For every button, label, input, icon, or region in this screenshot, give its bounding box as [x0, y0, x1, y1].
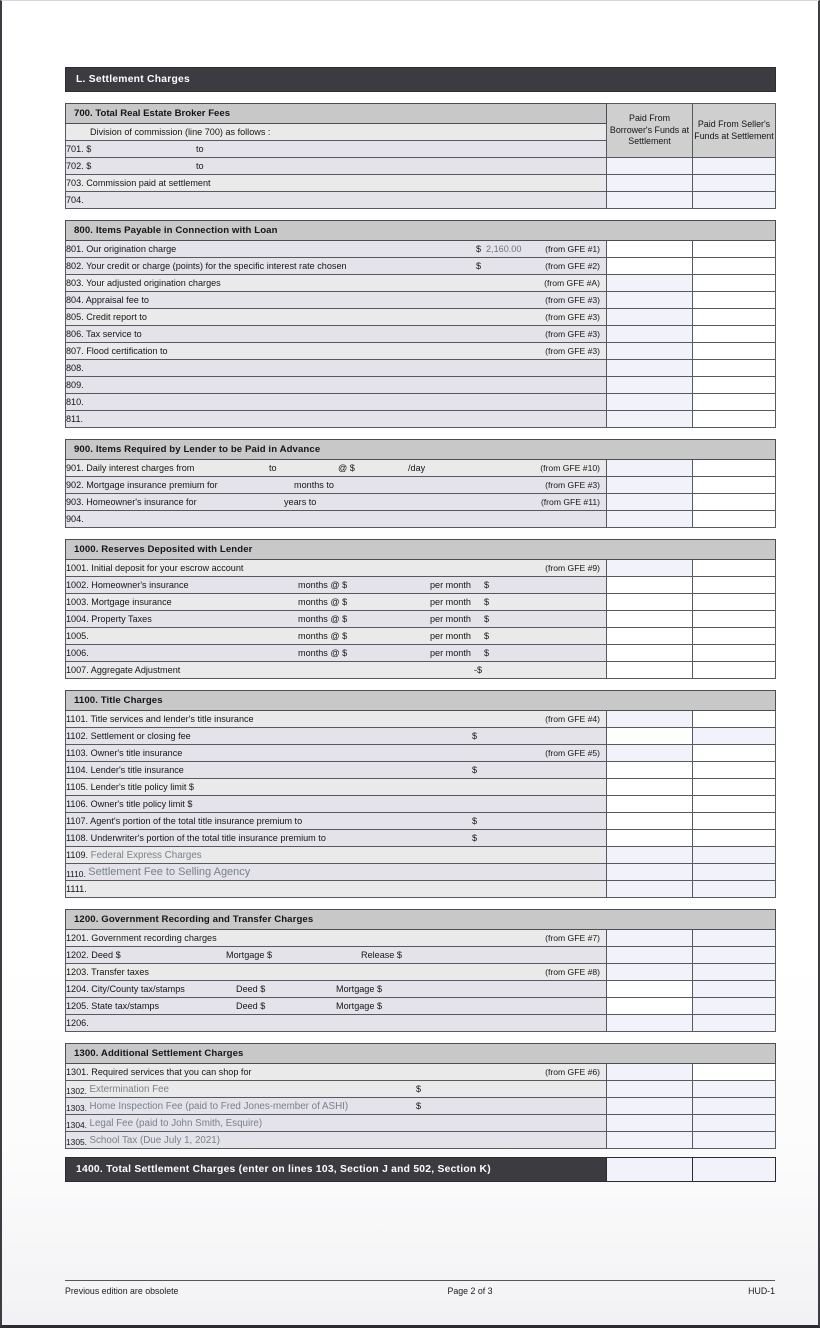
- line-902-gfe-ref: (from GFE #3): [545, 480, 600, 490]
- table-row[interactable]: [66, 881, 776, 898]
- line-803-gfe-ref: (from GFE #A): [544, 278, 600, 288]
- line-1400-title: 1400. Total Settlement Charges (enter on lines 103, Section J and 502, Section K): [66, 1158, 607, 1182]
- line-802-dollar-sign: $: [476, 261, 482, 271]
- section-1300-header-row: [66, 1044, 776, 1064]
- line-1400-borrower-amount[interactable]: [607, 1158, 693, 1182]
- line-1107-seller-amount[interactable]: [693, 813, 776, 830]
- line-807-gfe-ref: (from GFE #3): [545, 346, 600, 356]
- table-row[interactable]: [66, 460, 776, 477]
- line-1006-label[interactable]: 1006. months @ $ per month $: [66, 645, 607, 662]
- table-row[interactable]: [66, 711, 776, 728]
- line-810-label[interactable]: 810.: [66, 394, 607, 411]
- line-801-label[interactable]: 801. Our origination charge $ 2,160.00 (from GFE #1): [66, 241, 607, 258]
- line-1206-seller-amount[interactable]: [693, 1015, 776, 1032]
- table-row[interactable]: [66, 762, 776, 779]
- line-1304-label[interactable]: 1304. Legal Fee (paid to John Smith, Esquire): [66, 1115, 607, 1132]
- line-1206-borrower-amount[interactable]: [607, 1015, 693, 1032]
- line-702-seller-amount[interactable]: [693, 158, 776, 175]
- table-row[interactable]: [66, 947, 776, 964]
- table-row[interactable]: [66, 494, 776, 511]
- line-1102-label[interactable]: 1102. Settlement or closing fee $: [66, 728, 607, 745]
- line-1302-borrower-amount[interactable]: [607, 1081, 693, 1098]
- table-row[interactable]: [66, 779, 776, 796]
- line-1301-label[interactable]: 1301. Required services that you can shop for (from GFE #6): [66, 1064, 607, 1081]
- line-903-gfe-ref: (from GFE #11): [540, 497, 600, 507]
- section-1100-title: 1100. Title Charges: [66, 691, 776, 711]
- line-1203-seller-amount[interactable]: [693, 964, 776, 981]
- line-703-borrower-amount[interactable]: [607, 175, 693, 192]
- line-1301-seller-amount[interactable]: [693, 1064, 776, 1081]
- table-row[interactable]: [66, 175, 776, 192]
- line-801-gfe-ref: (from GFE #1): [545, 244, 600, 254]
- line-803-seller-amount[interactable]: [693, 275, 776, 292]
- line-1201-seller-amount[interactable]: [693, 930, 776, 947]
- line-801-dollar-sign: $: [476, 244, 482, 254]
- table-row[interactable]: [66, 1081, 776, 1098]
- line-1109-seller-amount[interactable]: [693, 847, 776, 864]
- division-of-commission-note: Division of commission (line 700) as follows :: [66, 124, 607, 141]
- table-row[interactable]: [66, 645, 776, 662]
- line-1302-seller-amount[interactable]: [693, 1081, 776, 1098]
- line-810-borrower-amount[interactable]: [607, 394, 693, 411]
- table-row[interactable]: [66, 394, 776, 411]
- line-1003-label[interactable]: 1003. Mortgage insurance months @ $ per month $: [66, 594, 607, 611]
- line-1108-seller-amount[interactable]: [693, 830, 776, 847]
- settlement-charges-sheet: [65, 67, 775, 1193]
- line-1110-seller-amount[interactable]: [693, 864, 776, 881]
- table-row[interactable]: [66, 796, 776, 813]
- table-row[interactable]: [66, 343, 776, 360]
- section-1300-table: [65, 1043, 776, 1149]
- line-1305-seller-amount[interactable]: [693, 1132, 776, 1149]
- footer-edition-note: Previous edition are obsolete: [65, 1286, 179, 1296]
- line-1201-label[interactable]: 1201. Government recording charges (from GFE #7): [66, 930, 607, 947]
- line-1304-description-value[interactable]: Legal Fee (paid to John Smith, Esquire): [89, 1117, 263, 1129]
- line-802-seller-amount[interactable]: [693, 258, 776, 275]
- line-1202-label[interactable]: 1202. Deed $ Mortgage $ Release $: [66, 947, 607, 964]
- line-1104-borrower-amount[interactable]: [607, 762, 693, 779]
- table-row[interactable]: [66, 998, 776, 1015]
- line-807-seller-amount[interactable]: [693, 343, 776, 360]
- line-1001-gfe-ref: (from GFE #9): [545, 563, 600, 573]
- line-1109-borrower-amount[interactable]: [607, 847, 693, 864]
- line-1105-label[interactable]: 1105. Lender's title policy limit $: [66, 779, 607, 796]
- line-901-label[interactable]: 901. Daily interest charges from to @ $ /day (from GFE #10): [66, 460, 607, 477]
- line-1003-seller-amount[interactable]: [693, 594, 776, 611]
- line-1005-seller-amount[interactable]: [693, 628, 776, 645]
- line-1201-borrower-amount[interactable]: [607, 930, 693, 947]
- line-902-label[interactable]: 902. Mortgage insurance premium for months to (from GFE #3): [66, 477, 607, 494]
- line-1109-description-value[interactable]: Federal Express Charges: [90, 849, 202, 861]
- line-1301-borrower-amount[interactable]: [607, 1064, 693, 1081]
- section-1000-title: 1000. Reserves Deposited with Lender: [66, 540, 776, 560]
- line-1106-seller-amount[interactable]: [693, 796, 776, 813]
- line-809-seller-amount[interactable]: [693, 377, 776, 394]
- table-row[interactable]: [66, 292, 776, 309]
- line-804-gfe-ref: (from GFE #3): [545, 295, 600, 305]
- line-1305-description-value[interactable]: School Tax (Due July 1, 2021): [89, 1134, 221, 1146]
- line-904-borrower-amount[interactable]: [607, 511, 693, 528]
- line-1001-seller-amount[interactable]: [693, 560, 776, 577]
- table-row[interactable]: [66, 477, 776, 494]
- table-row[interactable]: [66, 360, 776, 377]
- section-1100-header-row: [66, 691, 776, 711]
- line-1106-borrower-amount[interactable]: [607, 796, 693, 813]
- line-1304-borrower-amount[interactable]: [607, 1115, 693, 1132]
- line-1101-borrower-amount[interactable]: [607, 711, 693, 728]
- line-1303-seller-amount[interactable]: [693, 1098, 776, 1115]
- line-1103-seller-amount[interactable]: [693, 745, 776, 762]
- line-1105-borrower-amount[interactable]: [607, 779, 693, 796]
- column-header-borrower: Paid From Borrower's Funds at Settlement: [607, 104, 693, 158]
- table-row[interactable]: [66, 930, 776, 947]
- line-801-value[interactable]: 2,160.00: [486, 244, 522, 254]
- line-1303-description-value[interactable]: Home Inspection Fee (paid to Fred Jones-member of ASHI): [89, 1100, 349, 1112]
- settlement-charges-banner-table: [65, 67, 776, 92]
- section-1000-table: [65, 539, 776, 679]
- line-703-label[interactable]: 703. Commission paid at settlement: [66, 175, 607, 192]
- table-row[interactable]: [66, 813, 776, 830]
- section-900-table: [65, 439, 776, 528]
- footer-form-id: HUD-1: [748, 1286, 775, 1296]
- line-804-seller-amount[interactable]: [693, 292, 776, 309]
- table-row[interactable]: [66, 377, 776, 394]
- table-row[interactable]: [66, 241, 776, 258]
- line-803-label[interactable]: 803. Your adjusted origination charges (from GFE #A): [66, 275, 607, 292]
- line-1103-borrower-amount[interactable]: [607, 745, 693, 762]
- section-700-title: 700. Total Real Estate Broker Fees: [66, 104, 607, 124]
- line-1103-gfe-ref: (from GFE #5): [545, 748, 600, 758]
- line-1004-borrower-amount[interactable]: [607, 611, 693, 628]
- section-800-title: 800. Items Payable in Connection with Loan: [66, 221, 776, 241]
- section-1200-header-row: [66, 910, 776, 930]
- table-row[interactable]: [66, 326, 776, 343]
- line-1303-label[interactable]: 1303. Home Inspection Fee (paid to Fred Jones-member of ASHI) $: [66, 1098, 607, 1115]
- section-700-table: [65, 103, 776, 209]
- line-801-borrower-amount[interactable]: [607, 241, 693, 258]
- table-row[interactable]: [66, 847, 776, 864]
- table-row[interactable]: [66, 628, 776, 645]
- line-903-seller-amount[interactable]: [693, 494, 776, 511]
- line-805-borrower-amount[interactable]: [607, 309, 693, 326]
- line-810-seller-amount[interactable]: [693, 394, 776, 411]
- line-1001-label[interactable]: 1001. Initial deposit for your escrow account (from GFE #9): [66, 560, 607, 577]
- table-row[interactable]: [66, 411, 776, 428]
- line-903-borrower-amount[interactable]: [607, 494, 693, 511]
- line-1007-seller-amount[interactable]: [693, 662, 776, 679]
- section-L-banner: [66, 68, 776, 92]
- line-901-seller-amount[interactable]: [693, 460, 776, 477]
- table-row[interactable]: [66, 611, 776, 628]
- line-1002-borrower-amount[interactable]: [607, 577, 693, 594]
- line-1107-borrower-amount[interactable]: [607, 813, 693, 830]
- line-1203-label[interactable]: 1203. Transfer taxes (from GFE #8): [66, 964, 607, 981]
- line-1107-label[interactable]: 1107. Agent's portion of the total title insurance premium to $: [66, 813, 607, 830]
- line-1007-label[interactable]: 1007. Aggregate Adjustment -$: [66, 662, 607, 679]
- section-1400-table: [65, 1157, 776, 1182]
- line-1005-label[interactable]: 1005. months @ $ per month $: [66, 628, 607, 645]
- line-1003-borrower-amount[interactable]: [607, 594, 693, 611]
- section-1200-title: 1200. Government Recording and Transfer Charges: [66, 910, 776, 930]
- line-1108-label[interactable]: 1108. Underwriter's portion of the total title insurance premium to $: [66, 830, 607, 847]
- line-1102-seller-amount[interactable]: [693, 728, 776, 745]
- line-1304-seller-amount[interactable]: [693, 1115, 776, 1132]
- table-row[interactable]: [66, 309, 776, 326]
- line-1303-borrower-amount[interactable]: [607, 1098, 693, 1115]
- line-804-borrower-amount[interactable]: [607, 292, 693, 309]
- line-1105-seller-amount[interactable]: [693, 779, 776, 796]
- table-row[interactable]: [66, 511, 776, 528]
- line-811-borrower-amount[interactable]: [607, 411, 693, 428]
- line-901-gfe-ref: (from GFE #10): [540, 463, 600, 473]
- line-1111-seller-amount[interactable]: [693, 881, 776, 898]
- line-1205-borrower-amount[interactable]: [607, 998, 693, 1015]
- line-1202-seller-amount[interactable]: [693, 947, 776, 964]
- line-802-borrower-amount[interactable]: [607, 258, 693, 275]
- table-row[interactable]: [66, 577, 776, 594]
- line-1204-label[interactable]: 1204. City/County tax/stamps Deed $ Mortgage $: [66, 981, 607, 998]
- table-row[interactable]: [66, 1115, 776, 1132]
- line-1202-borrower-amount[interactable]: [607, 947, 693, 964]
- line-1205-seller-amount[interactable]: [693, 998, 776, 1015]
- line-1006-seller-amount[interactable]: [693, 645, 776, 662]
- line-1101-seller-amount[interactable]: [693, 711, 776, 728]
- line-1205-label[interactable]: 1205. State tax/stamps Deed $ Mortgage $: [66, 998, 607, 1015]
- section-800-header-row: [66, 221, 776, 241]
- line-1203-borrower-amount[interactable]: [607, 964, 693, 981]
- table-row[interactable]: [66, 981, 776, 998]
- line-807-label[interactable]: 807. Flood certification to (from GFE #3): [66, 343, 607, 360]
- table-row[interactable]: [66, 830, 776, 847]
- line-704-seller-amount[interactable]: [693, 192, 776, 209]
- line-702-label[interactable]: 702. $ to: [66, 158, 607, 175]
- line-803-borrower-amount[interactable]: [607, 275, 693, 292]
- table-row[interactable]: [66, 1015, 776, 1032]
- line-806-gfe-ref: (from GFE #3): [545, 329, 600, 339]
- line-702-borrower-amount[interactable]: [607, 158, 693, 175]
- line-1101-gfe-ref: (from GFE #4): [545, 714, 600, 724]
- footer-page-number: Page 2 of 3: [447, 1286, 493, 1296]
- section-1300-title: 1300. Additional Settlement Charges: [66, 1044, 776, 1064]
- line-701-label[interactable]: 701. $ to: [66, 141, 607, 158]
- table-row[interactable]: [66, 1132, 776, 1149]
- line-1106-label[interactable]: 1106. Owner's title policy limit $: [66, 796, 607, 813]
- line-902-borrower-amount[interactable]: [607, 477, 693, 494]
- line-1004-seller-amount[interactable]: [693, 611, 776, 628]
- line-806-label[interactable]: 806. Tax service to (from GFE #3): [66, 326, 607, 343]
- line-1007-borrower-amount[interactable]: [607, 662, 693, 679]
- line-1400-total-row: [66, 1158, 776, 1182]
- line-805-label[interactable]: 805. Credit report to (from GFE #3): [66, 309, 607, 326]
- line-806-seller-amount[interactable]: [693, 326, 776, 343]
- line-901-borrower-amount[interactable]: [607, 460, 693, 477]
- table-row[interactable]: [66, 1098, 776, 1115]
- table-row[interactable]: [66, 745, 776, 762]
- column-header-seller: Paid From Seller's Funds at Settlement: [693, 104, 776, 158]
- table-row[interactable]: [66, 158, 776, 175]
- line-807-borrower-amount[interactable]: [607, 343, 693, 360]
- line-806-borrower-amount[interactable]: [607, 326, 693, 343]
- line-1005-borrower-amount[interactable]: [607, 628, 693, 645]
- section-900-header-row: [66, 440, 776, 460]
- line-902-seller-amount[interactable]: [693, 477, 776, 494]
- table-row[interactable]: [66, 1064, 776, 1081]
- line-1305-label[interactable]: 1305. School Tax (Due July 1, 2021): [66, 1132, 607, 1149]
- line-808-seller-amount[interactable]: [693, 360, 776, 377]
- line-704-label[interactable]: 704.: [66, 192, 607, 209]
- table-row[interactable]: [66, 864, 776, 881]
- line-1102-borrower-amount[interactable]: [607, 728, 693, 745]
- line-1204-borrower-amount[interactable]: [607, 981, 693, 998]
- table-row[interactable]: [66, 560, 776, 577]
- section-L-title: L. Settlement Charges: [66, 68, 776, 92]
- section-1200-table: [65, 909, 776, 1032]
- line-1201-gfe-ref: (from GFE #7): [545, 933, 600, 943]
- line-1110-label[interactable]: 1110. Settlement Fee to Selling Agency: [66, 864, 607, 881]
- table-row[interactable]: [66, 728, 776, 745]
- line-1001-borrower-amount[interactable]: [607, 560, 693, 577]
- line-1305-borrower-amount[interactable]: [607, 1132, 693, 1149]
- line-704-borrower-amount[interactable]: [607, 192, 693, 209]
- line-809-borrower-amount[interactable]: [607, 377, 693, 394]
- line-808-borrower-amount[interactable]: [607, 360, 693, 377]
- line-801-seller-amount[interactable]: [693, 241, 776, 258]
- line-903-label[interactable]: 903. Homeowner's insurance for years to (from GFE #11): [66, 494, 607, 511]
- line-703-seller-amount[interactable]: [693, 175, 776, 192]
- line-1203-gfe-ref: (from GFE #8): [545, 967, 600, 977]
- line-802-gfe-ref: (from GFE #2): [545, 261, 600, 271]
- line-1002-seller-amount[interactable]: [693, 577, 776, 594]
- line-904-label[interactable]: 904.: [66, 511, 607, 528]
- line-1104-seller-amount[interactable]: [693, 762, 776, 779]
- line-1004-label[interactable]: 1004. Property Taxes months @ $ per month $: [66, 611, 607, 628]
- table-row[interactable]: [66, 258, 776, 275]
- line-1104-label[interactable]: 1104. Lender's title insurance $: [66, 762, 607, 779]
- line-1103-label[interactable]: 1103. Owner's title insurance (from GFE #5): [66, 745, 607, 762]
- table-row[interactable]: [66, 192, 776, 209]
- line-1206-label[interactable]: 1206.: [66, 1015, 607, 1032]
- table-row[interactable]: [66, 275, 776, 292]
- line-1111-label[interactable]: 1111.: [66, 881, 607, 898]
- line-809-label[interactable]: 809.: [66, 377, 607, 394]
- line-1006-borrower-amount[interactable]: [607, 645, 693, 662]
- line-805-gfe-ref: (from GFE #3): [545, 312, 600, 322]
- line-1400-seller-amount[interactable]: [693, 1158, 776, 1182]
- section-800-table: [65, 220, 776, 428]
- line-1302-description-value[interactable]: Extermination Fee: [89, 1083, 169, 1095]
- line-805-seller-amount[interactable]: [693, 309, 776, 326]
- line-1002-label[interactable]: 1002. Homeowner's insurance months @ $ per month $: [66, 577, 607, 594]
- line-804-label[interactable]: 804. Appraisal fee to (from GFE #3): [66, 292, 607, 309]
- line-1108-borrower-amount[interactable]: [607, 830, 693, 847]
- table-row[interactable]: [66, 964, 776, 981]
- table-row[interactable]: [66, 662, 776, 679]
- section-700-header-row: [66, 104, 776, 124]
- line-1101-label[interactable]: 1101. Title services and lender's title insurance (from GFE #4): [66, 711, 607, 728]
- line-904-seller-amount[interactable]: [693, 511, 776, 528]
- table-row[interactable]: [66, 594, 776, 611]
- line-811-label[interactable]: 811.: [66, 411, 607, 428]
- line-811-seller-amount[interactable]: [693, 411, 776, 428]
- section-1100-table: [65, 690, 776, 898]
- section-1000-header-row: [66, 540, 776, 560]
- line-1204-seller-amount[interactable]: [693, 981, 776, 998]
- line-802-label[interactable]: 802. Your credit or charge (points) for the specific interest rate chosen $ (from GFE #2): [66, 258, 607, 275]
- page-footer: [65, 1280, 775, 1296]
- line-1111-borrower-amount[interactable]: [607, 881, 693, 898]
- line-1110-borrower-amount[interactable]: [607, 864, 693, 881]
- line-1301-gfe-ref: (from GFE #6): [545, 1067, 600, 1077]
- line-1110-description-value[interactable]: Settlement Fee to Selling Agency: [88, 866, 251, 878]
- section-900-title: 900. Items Required by Lender to be Paid in Advance: [66, 440, 776, 460]
- line-1109-label[interactable]: 1109. Federal Express Charges: [66, 847, 607, 864]
- line-808-label[interactable]: 808.: [66, 360, 607, 377]
- line-1302-label[interactable]: 1302. Extermination Fee $: [66, 1081, 607, 1098]
